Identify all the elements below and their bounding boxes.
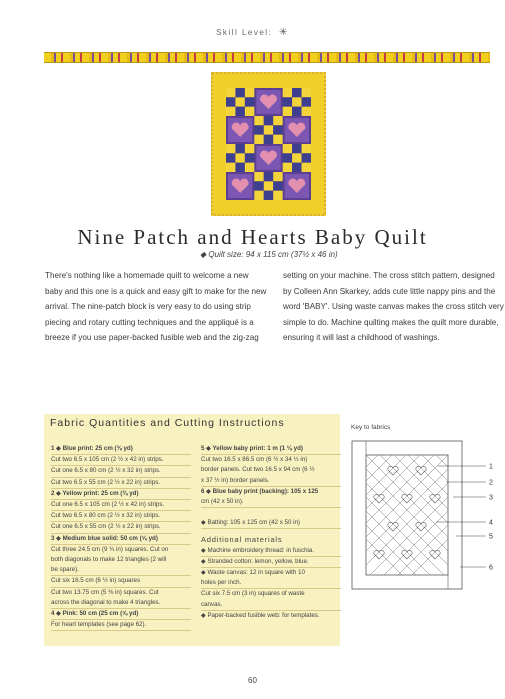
key-heart-outline bbox=[416, 522, 426, 531]
fabric-line: For heart templates (see page 62). bbox=[51, 620, 191, 631]
key-heart-outline bbox=[388, 466, 398, 475]
key-diagram bbox=[348, 437, 498, 593]
fabric-line: holes per inch. bbox=[201, 578, 341, 589]
fabric-line: ◆ Batting: 105 x 125 cm (42 x 50 in) bbox=[201, 518, 341, 529]
fabric-line: 3 ◆ Medium blue solid: 50 cm (⅝ yd) bbox=[51, 534, 191, 545]
additional-materials-heading: Additional materials bbox=[201, 535, 283, 545]
fabric-line: Cut two 6.5 x 55 cm (2 ½ x 22 in) strips. bbox=[51, 478, 191, 489]
fabric-section-heading: Fabric Quantities and Cutting Instructions bbox=[50, 417, 285, 429]
skill-level bbox=[0, 27, 505, 38]
key-heart-outline bbox=[402, 550, 412, 559]
fabric-line: Cut one 6.5 x 80 cm (2 ½ x 32 in) strips. bbox=[51, 466, 191, 477]
key-number: 4 bbox=[489, 519, 493, 527]
key-number: 2 bbox=[489, 479, 493, 487]
key-number: 5 bbox=[489, 533, 493, 541]
fabric-line: be spare). bbox=[51, 565, 191, 576]
fabric-line bbox=[201, 508, 341, 518]
fabric-line: Cut six 7.5 cm (3 in) squares of waste bbox=[201, 590, 305, 598]
fabric-line: 2 ◆ Yellow print: 25 cm (⅜ yd) bbox=[51, 489, 191, 500]
fabric-line: Cut one 6.5 x 55 cm (2 ½ x 22 in) strips. bbox=[51, 522, 191, 533]
fabric-line: ◆ Stranded cotton: lemon, yellow, blue. bbox=[201, 557, 341, 568]
decorative-fabric-band bbox=[44, 52, 490, 63]
fabric-line: 1 ◆ Blue print: 25 cm (⅜ yd) bbox=[51, 444, 191, 455]
fabric-line: ◆ Paper-backed fusible web: for templates. bbox=[201, 611, 320, 619]
skill-level-label: Skill Level: bbox=[216, 28, 273, 37]
fabric-line: Cut two 16.5 x 86.5 cm (6 ½ x 34 ½ in) bbox=[201, 456, 308, 464]
fabric-line: both diagonals to make 12 triangles (2 will bbox=[51, 556, 167, 564]
fabric-line: ◆ Waste canvas: 12 in square with 10 bbox=[201, 569, 305, 577]
quilt-photo bbox=[211, 72, 326, 216]
key-heart-outline bbox=[374, 550, 384, 559]
page-number: 60 bbox=[248, 676, 257, 685]
page-title: Nine Patch and Hearts Baby Quilt bbox=[77, 225, 428, 249]
fabric-line: cm (42 x 50 in). bbox=[201, 497, 341, 508]
fabric-line: Cut two 6.5 x 105 cm (2 ½ x 42 in) strips. bbox=[51, 455, 191, 466]
key-number: 3 bbox=[489, 494, 493, 502]
key-heart-outline bbox=[374, 494, 384, 503]
key-label: Key to fabrics bbox=[351, 424, 391, 431]
quilt-size: ◆ Quilt size: 94 x 115 cm (37½ x 46 in) bbox=[200, 250, 338, 259]
key-heart-outline bbox=[430, 494, 440, 503]
fabric-line: 5 ◆ Yellow baby print: 1 m (1 ⅛ yd) bbox=[201, 444, 341, 455]
fabric-line: Cut two 6.5 x 80 cm (2 ½ x 32 in) strips. bbox=[51, 511, 191, 522]
fabric-line: canvas. bbox=[201, 600, 341, 611]
snowflake-icon: ✳ bbox=[279, 27, 289, 38]
fabric-line: across the diagonal to make 4 triangles. bbox=[51, 598, 191, 609]
fabric-line: border panels. Cut two 16.5 x 94 cm (6 ½ bbox=[201, 466, 315, 474]
key-heart-outline bbox=[430, 550, 440, 559]
fabric-line: x 37 ½ in) border panels. bbox=[201, 476, 341, 487]
fabric-line: Cut three 24.5 cm (9 ¾ in) squares. Cut on bbox=[51, 545, 169, 553]
fabric-column-left bbox=[51, 444, 191, 631]
intro-paragraph-right: setting on your machine. The cross stitch pattern, designed by Colleen Ann Skarkey, adds cute little nappy pins and the word 'BABY'. Using waste canvas makes the cross stitch very simple to do. Machine quilting makes the quilt more durable, ensuring it will last a childhood of washings. bbox=[283, 271, 504, 343]
fabric-line: 6 ◆ Blue baby print (backing): 105 x 125 bbox=[201, 487, 319, 495]
fabric-line: Cut six 16.5 cm (6 ½ in) squares bbox=[51, 576, 191, 587]
key-heart-outline bbox=[388, 522, 398, 531]
fabric-line: Cut two 13.75 cm (5 ⅜ in) squares. Cut bbox=[51, 588, 159, 596]
intro-paragraph-left: There's nothing like a homemade quilt to welcome a new baby and this one is a quick and easy gift to make for the new arrival. The nine-patch block is very easy to do using strip piecing and rotary cutting techniques and the appliqué is a breeze if you use paper-backed fusible web and the zig-zag bbox=[45, 271, 267, 343]
fabric-line: ◆ Machine embroidery thread: in fuschia. bbox=[201, 546, 341, 557]
key-number: 1 bbox=[489, 463, 493, 471]
key-heart-outline bbox=[402, 494, 412, 503]
fabric-column-right bbox=[201, 444, 341, 621]
key-heart-outline bbox=[416, 466, 426, 475]
key-number: 6 bbox=[489, 564, 493, 572]
fabric-line: Cut one 6.5 x 105 cm (2 ½ x 42 in) strips. bbox=[51, 500, 191, 511]
fabric-line: 4 ◆ Pink: 50 cm (25 cm (⅝ yd) bbox=[51, 609, 191, 620]
